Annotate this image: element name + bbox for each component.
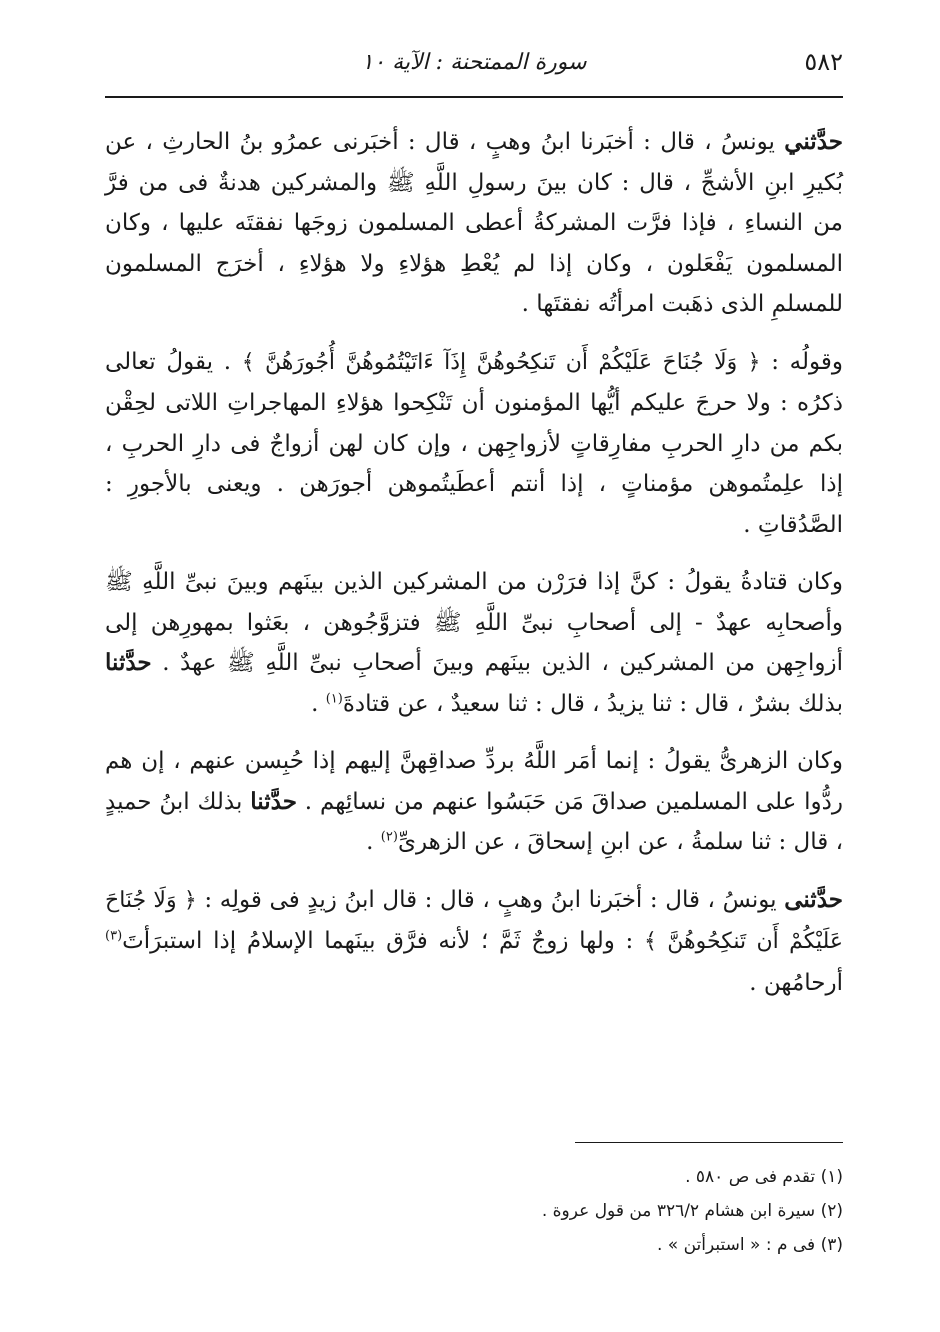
page-number: ٥٨٢: [804, 48, 843, 76]
paragraph-3: [105, 562, 843, 724]
paragraph-2: [105, 342, 843, 546]
paragraph-text: بذلك ابنُ حميدٍ ، قال : ثنا سلمةُ ، عن ابنِ إسحاقَ ، عن الزهرىِّ: [105, 788, 843, 855]
header-rule: [105, 96, 843, 98]
paragraph-end: .: [311, 690, 326, 717]
paragraph-5: [105, 880, 843, 1004]
isnad-lead: حدَّثنى: [784, 885, 843, 913]
paragraph-text: . يقولُ تعالى ذكرُه : ولا حرجَ عليكم أيُّها المؤمنون أن تَنْكِحوا هؤلاءِ المهاجراتِ اللاتى لحِقْن بكم من دارِ الحربِ مفارِقاتٍ لأزواجِهن ، وإن كان لهن أزواجٌ فى دارِ الحربِ ، إذا علِمتُموهن مؤمناتٍ ، إذا أنتم أعطَيتُموهن أجورَهن . ويعنى بالأجورِ : الصَّدُقاتِ .: [105, 348, 843, 538]
paragraph-text: : ولها زوجٌ ثَمَّ ؛ لأنه فرَّق بينَهما الإسلامُ إذا استبرَأتَ: [122, 928, 645, 954]
isnad-lead: حدَّثنا: [250, 787, 297, 815]
footnotes: [105, 1160, 843, 1262]
footnote-marker: (٣): [105, 928, 123, 944]
footnote-1: (١) تقدم فى ص ٥٨٠ .: [685, 1167, 843, 1187]
paragraph-text: يونسُ ، قال : أخبَرنا ابنُ وهبٍ ، قال : قال ابنُ زيدٍ فى قولِه :: [196, 886, 785, 913]
footnote-marker: (٢): [380, 829, 398, 845]
paragraph-text: وكان قتادةُ يقولُ : كنَّ إذا فرَرْن من المشركين الذين بينَهم وبينَ نبىِّ اللَّهِ ﷺ وأصحابِه عهدٌ - إلى أصحابِ نبىِّ اللَّهِ ﷺ فتزوَّجُوهن ، بعَثوا بمهورِهن إلى أزواجِهن من المشركين ، الذين بينَهم وبينَ أصحابِ نبىِّ اللَّهِ ﷺ عهدٌ .: [105, 569, 843, 676]
quran-quote: ﴿ وَلَا جُنَاحَ عَلَيْكُمْ أَن تَنكِحُوهُنَّ إِذَآ ءَاتَيْتُمُوهُنَّ أُجُورَهُنَّ ﴾: [241, 349, 761, 375]
footnote-2: (٢) سيرة ابن هشام ٣٢٦/٢ من قول عروة .: [541, 1201, 843, 1221]
footnote-rule: [575, 1142, 843, 1143]
footnote-marker: (١): [325, 690, 343, 706]
isnad-lead: حدَّثنا: [105, 649, 152, 676]
paragraph-end: .: [366, 829, 381, 855]
running-title: سورة الممتحنة : الآية ١٠: [361, 50, 587, 75]
page-header: [105, 40, 843, 90]
quran-quote: ﴿ وَلَا جُنَاحَ عَلَيْكُمْ أَن تَنكِحُوهُنَّ ﴾: [105, 887, 843, 954]
paragraph-text: بذلك بشرٌ ، قال : ثنا يزيدُ ، قال : ثنا سعيدٌ ، عن قتادةَ: [342, 690, 843, 717]
paragraph-end: أرحامُهن .: [749, 969, 843, 996]
isnad-lead: حدَّثني: [784, 128, 843, 155]
paragraph-1: [105, 122, 843, 325]
footnote-3: (٣) فى م : « استبرأتن » .: [657, 1235, 843, 1255]
main-text: [105, 122, 843, 1020]
paragraph-text: وكان الزهرىُّ يقولُ : إنما أمَر اللَّهُ بردِّ صداقِهنَّ إليهم إذا حُبِسن عنهم ، إن هم ردُّوا على المسلمين صداقَ مَن حَبَسُوا عنهم من نسائِهم .: [105, 748, 843, 815]
paragraph-4: [105, 741, 843, 863]
paragraph-text: وقولُه :: [760, 348, 843, 375]
paragraph-text: يونسُ ، قال : أخبَرنا ابنُ وهبٍ ، قال : أخبَرنى عمرُو بنُ الحارثِ ، عن بُكيرِ ابنِ الأشجِّ ، قال : كان بينَ رسولِ اللَّهِ ﷺ والمشركين هدنةٌ فى من فرَّ من النساءِ ، فإذا فرَّت المشركةُ أعطى المسلمون زوجَها نفقتَه عليها ، وكان المسلمون يَفْعَلون ، وكان إذا لم يُعْطِ هؤلاءِ ولا هؤلاءِ ، أخرَج المسلمون للمسلمِ الذى ذهَبت امرأتُه نفقتَها .: [105, 129, 843, 317]
